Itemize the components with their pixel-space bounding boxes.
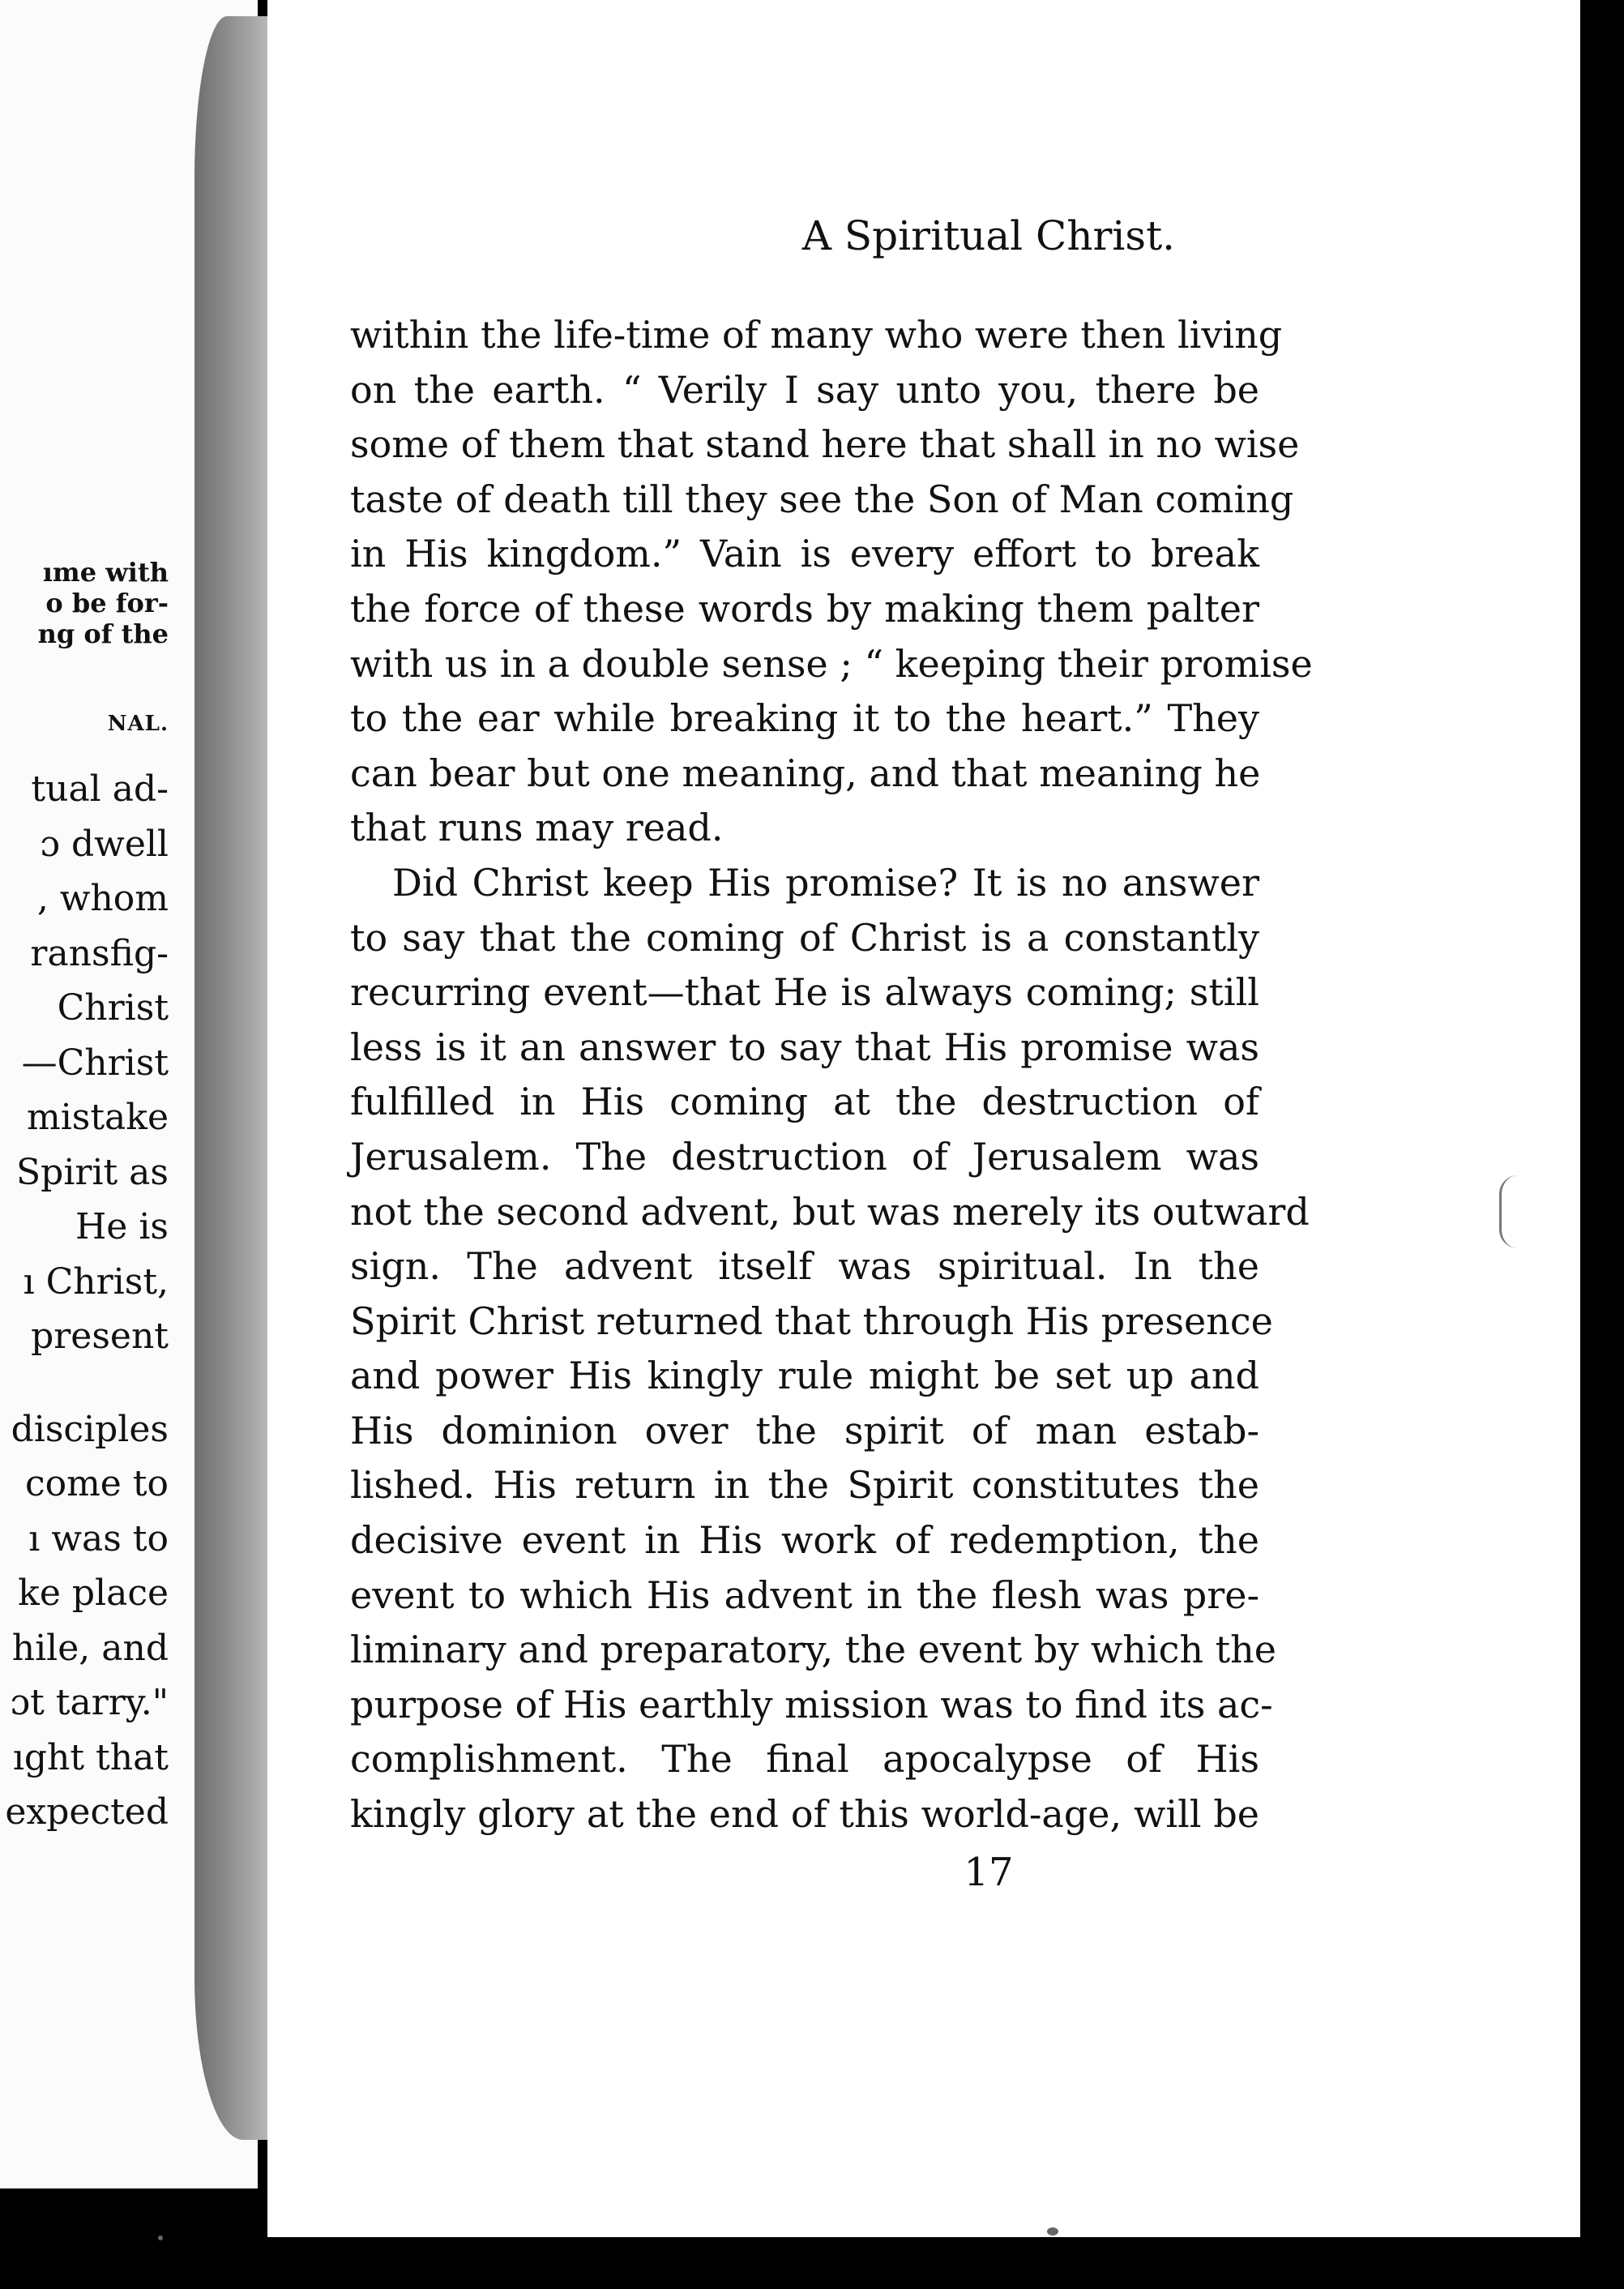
left-line: ke place: [18, 1572, 169, 1614]
text-line: lished. His return in the Spirit constitutes the: [350, 1463, 1259, 1508]
running-head: A Spiritual Christ.: [801, 212, 1176, 259]
left-line: ɔt tarry.": [10, 1682, 169, 1723]
text-line: His dominion over the spirit of man estab-: [350, 1408, 1259, 1453]
ink-speck: [158, 2236, 163, 2240]
text-line: recurring event—that He is always coming; still: [350, 970, 1259, 1015]
left-line: NAL.: [107, 712, 169, 736]
text-line: Jerusalem. The destruction of Jerusalem was: [350, 1134, 1259, 1179]
left-line: ransfig-: [30, 933, 169, 974]
text-line: Did Christ keep His promise? It is no answer: [392, 860, 1259, 905]
left-line: Spirit as: [16, 1152, 169, 1193]
text-line: the force of these words by making them palter: [350, 586, 1259, 631]
page-number: 17: [964, 1850, 1014, 1895]
left-line: He is: [75, 1206, 169, 1247]
body-text: [350, 308, 1313, 1842]
text-line: can bear but one meaning, and that meaning he: [350, 751, 1261, 795]
margin-pencil-mark: [1499, 1175, 1518, 1248]
text-line: liminary and preparatory, the event by which the: [350, 1628, 1276, 1672]
left-line: , whom: [36, 878, 169, 919]
text-line: to the ear while breaking it to the heart.” They: [350, 696, 1259, 741]
text-line: purpose of His earthly mission was to find its ac-: [350, 1682, 1273, 1726]
left-line: ɔ dwell: [40, 824, 169, 865]
left-line: ıght that: [12, 1737, 169, 1778]
text-line: kingly glory at the end of this world-age, will be: [350, 1792, 1259, 1837]
left-line: mistake: [27, 1097, 169, 1138]
left-line: come to: [24, 1463, 169, 1504]
left-line: ı was to: [28, 1518, 169, 1560]
text-line: some of them that stand here that shall in no wise: [350, 422, 1300, 467]
text-line: with us in a double sense ; “ keeping their promise: [350, 641, 1313, 686]
text-line: in His kingdom.” Vain is every effort to break: [350, 532, 1259, 576]
left-line: tual ad-: [31, 768, 169, 810]
text-line: sign. The advent itself was spiritual. In the: [350, 1244, 1259, 1289]
text-line: event to which His advent in the flesh was pre-: [350, 1572, 1259, 1617]
left-line: expected: [5, 1791, 169, 1833]
left-line: o be for-: [45, 588, 169, 618]
text-line: complishment. The final apocalypse of His: [350, 1737, 1259, 1782]
text-line: on the earth. “ Verily I say unto you, there be: [350, 367, 1259, 412]
text-line: to say that the coming of Christ is a constantly: [350, 915, 1259, 960]
left-line: hile, and: [11, 1628, 169, 1669]
left-line: ng of the: [37, 618, 169, 649]
text-line: not the second advent, but was merely its outward: [350, 1189, 1310, 1234]
text-line: fulfilled in His coming at the destruction of: [350, 1080, 1259, 1124]
left-line: ı Christ,: [23, 1261, 169, 1303]
text-line: that runs may read.: [350, 806, 724, 850]
text-line: less is it an answer to say that His promise was: [350, 1025, 1259, 1069]
ink-speck: [1047, 2227, 1058, 2236]
current-page: [267, 0, 1580, 2237]
text-line: within the life-time of many who were then living: [350, 313, 1283, 357]
text-line: Spirit Christ returned that through His presence: [350, 1299, 1273, 1343]
text-line: taste of death till they see the Son of Man coming: [350, 477, 1294, 521]
left-line: Christ: [57, 987, 169, 1029]
text-line: decisive event in His work of redemption, the: [350, 1518, 1259, 1563]
text-line: and power His kingly rule might be set up and: [350, 1354, 1259, 1398]
left-line: disciples: [11, 1409, 169, 1450]
left-line: —Christ: [21, 1042, 169, 1084]
left-line: ıme with: [42, 557, 169, 588]
left-line: present: [31, 1316, 169, 1357]
